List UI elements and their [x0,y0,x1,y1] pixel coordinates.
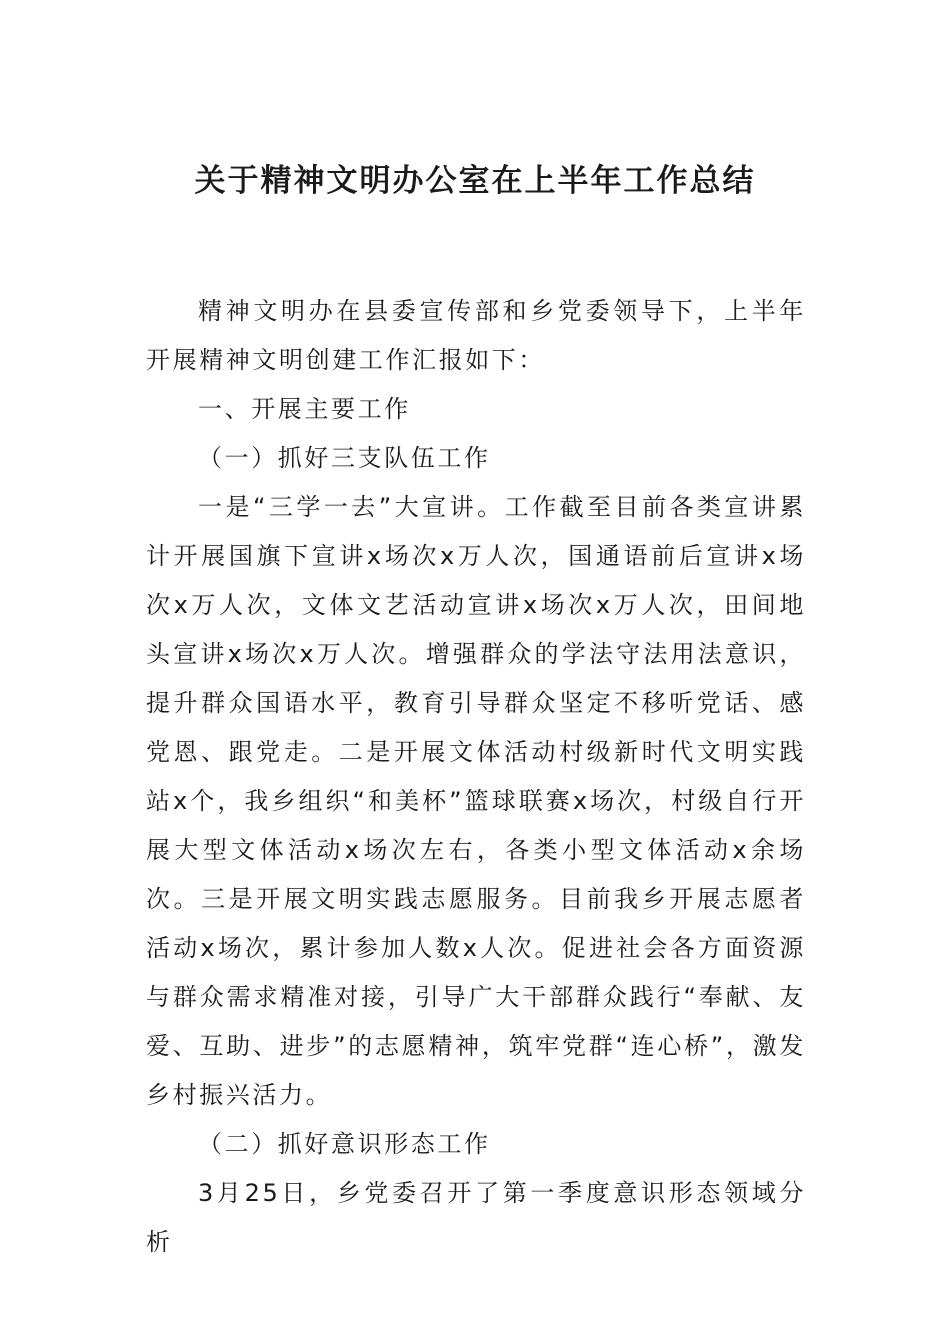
subsection-heading-ideology: （二）抓好意识形态工作 [198,1130,491,1158]
body-paragraph-ideology: 3月25日，乡党委召开了第一季度意识形态领域分析 [146,1179,806,1256]
subsection-heading-three-teams: （一）抓好三支队伍工作 [198,444,491,472]
section-heading-main-work: 一、开展主要工作 [198,395,411,423]
body-paragraph-three-teams: 一是“三学一去”大宣讲。工作截至目前各类宣讲累计开展国旗下宣讲x场次x万人次，国通语前后宣讲x场次x万人次，文体文艺活动宣讲x场次x万人次，田间地头宣讲x场次x万人次。增强群众的学法守法用法意识，提升群众国语水平，教育引导群众坚定不移听党话、感党恩、跟党走。二是开展文体活动村级新时代文明实践站x个，我乡组织“和美杯”篮球联赛x场次，村级自行开展大型文体活动x场次左右，各类小型文体活动x余场次。三是开展文明实践志愿服务。目前我乡开展志愿者活动x场次，累计参加人数x人次。促进社会各方面资源与群众需求精准对接，引导广大干部群众践行“奉献、友爱、互助、进步”的志愿精神，筑牢党群“连心桥”，激发乡村振兴活力。 [146,493,806,1109]
document-title: 关于精神文明办公室在上半年工作总结 [194,163,756,199]
document-body [146,287,806,1267]
intro-paragraph: 精神文明办在县委宣传部和乡党委领导下，上半年开展精神文明创建工作汇报如下： [146,297,806,374]
